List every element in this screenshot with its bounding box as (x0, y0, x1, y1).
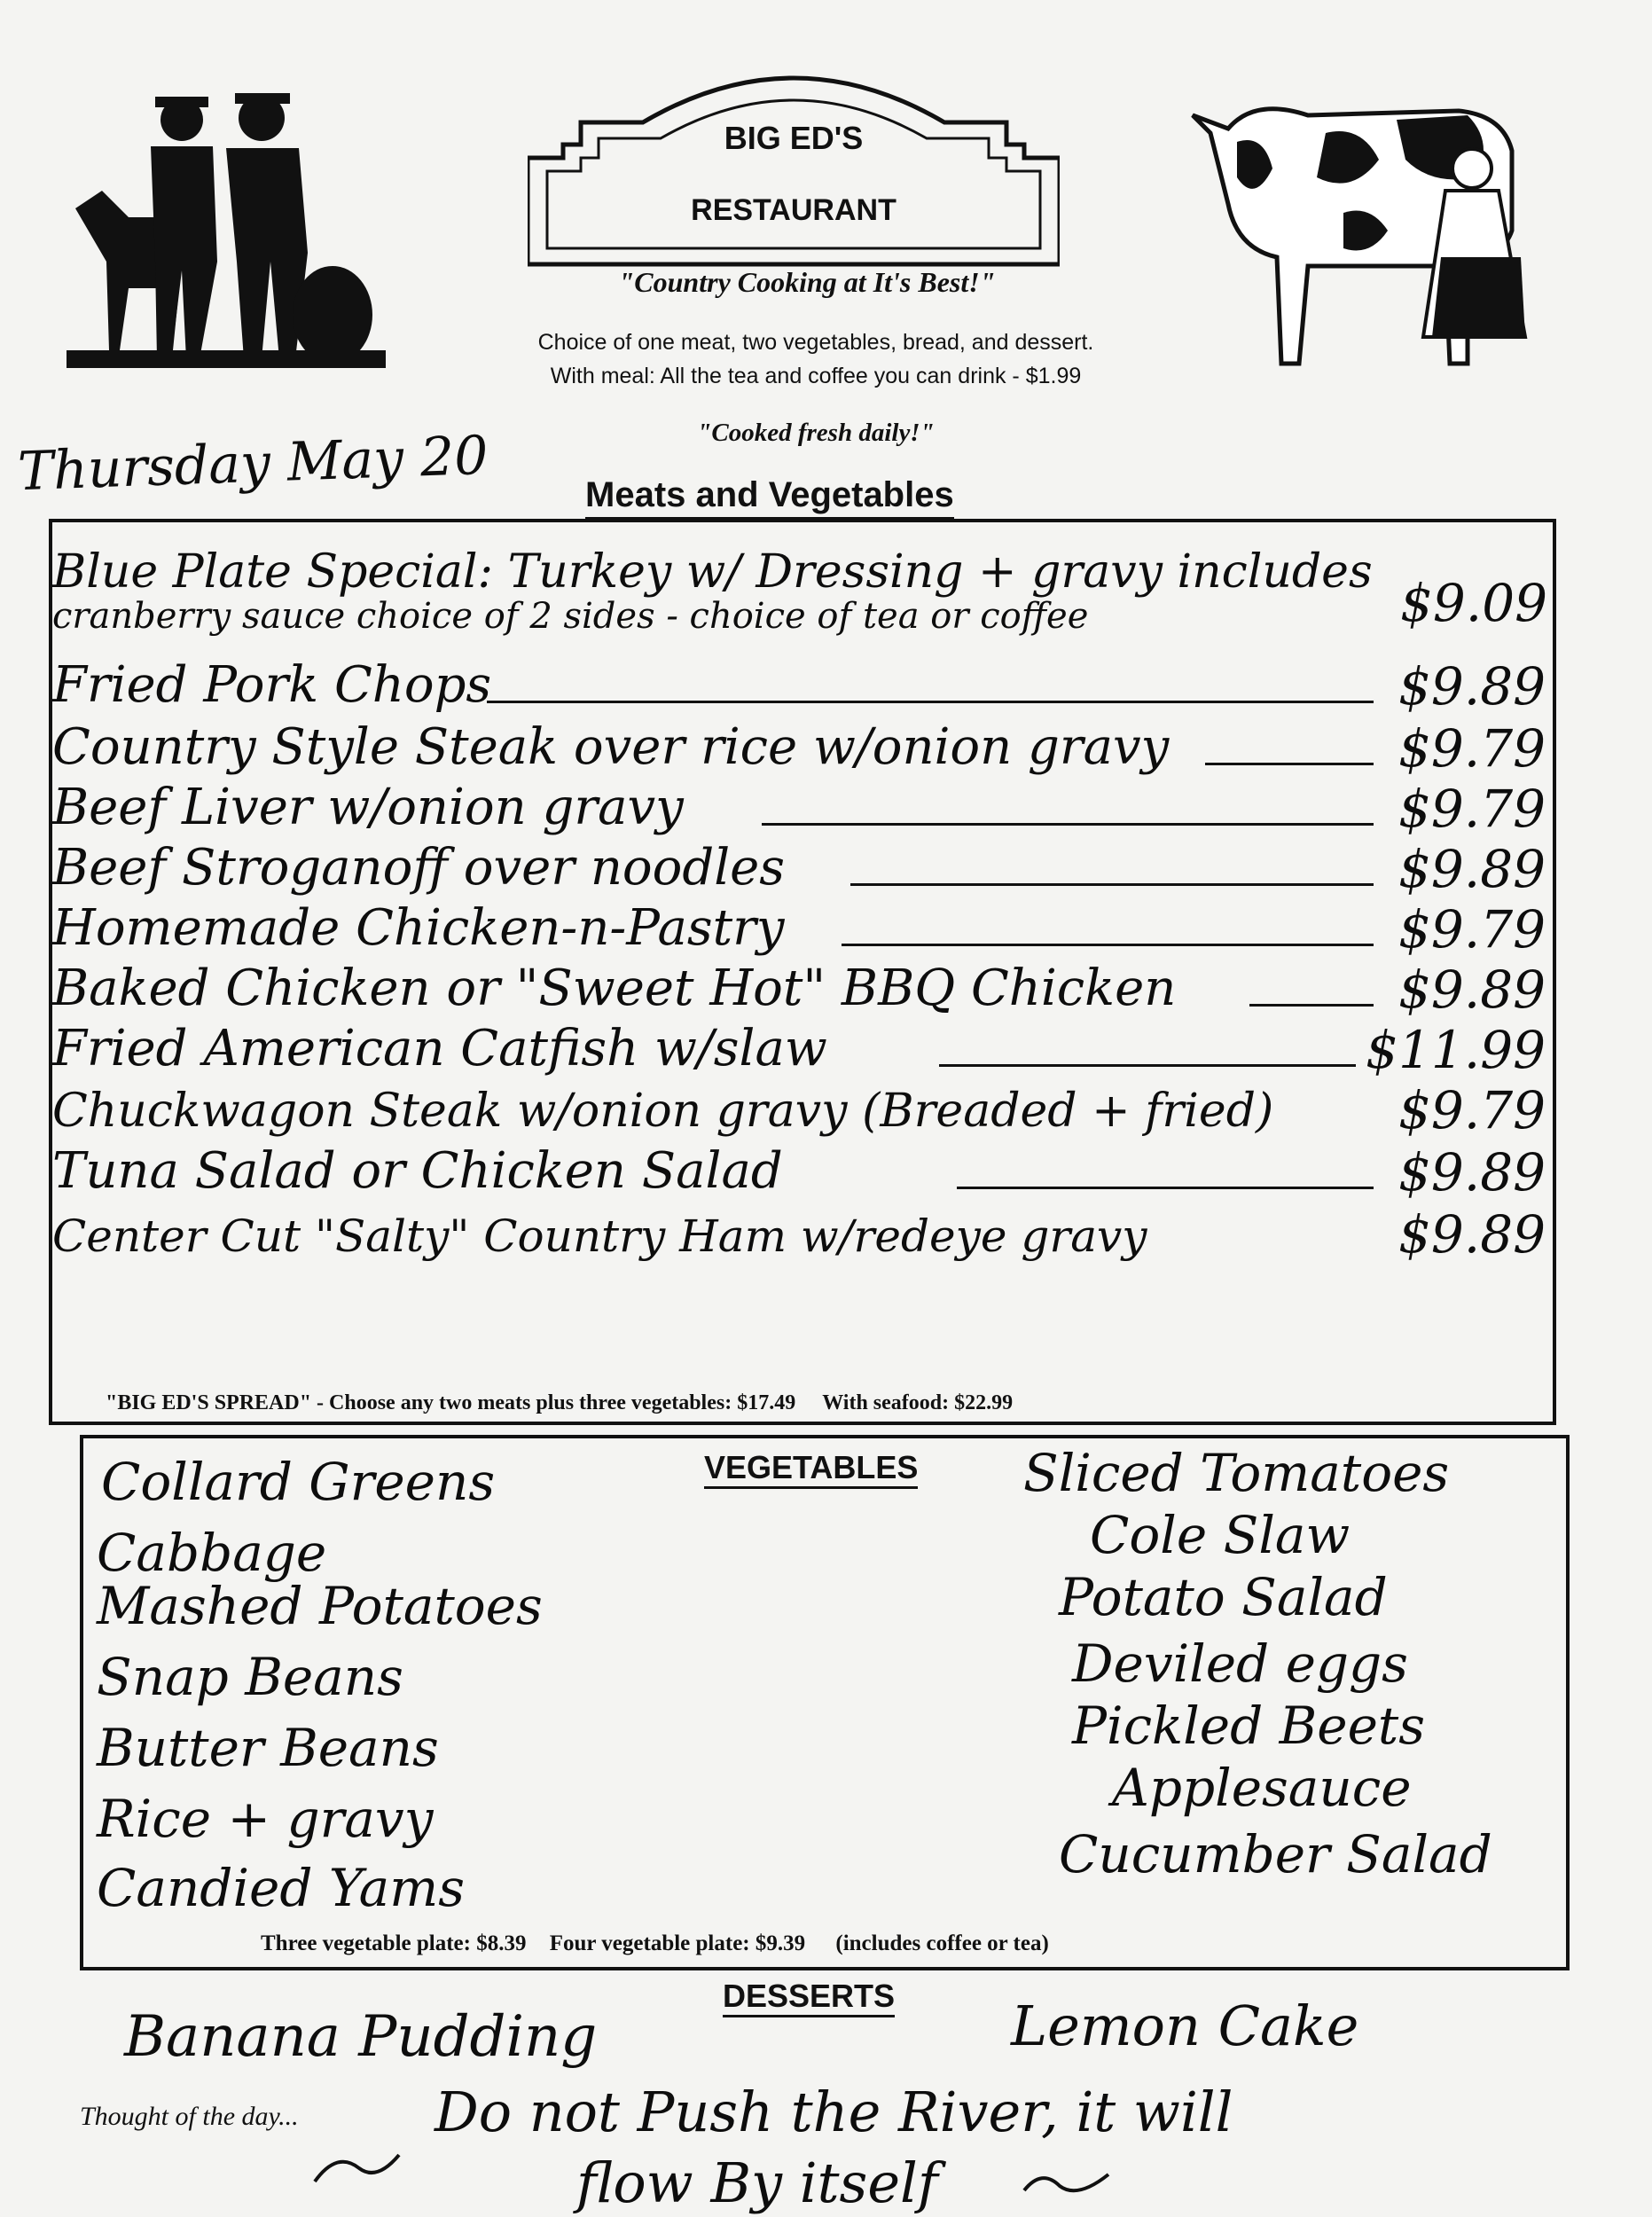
logo-subtitle: RESTAURANT (691, 193, 896, 227)
vegetables-heading: VEGETABLES (704, 1449, 918, 1489)
meal-offer-line-2: With meal: All the tea and coffee you can drink - $1.99 (550, 364, 1082, 388)
vegetable-item: Butter Beans (97, 1718, 439, 1778)
meat-price: $9.79 (1398, 899, 1546, 960)
vegetable-item: Collard Greens (101, 1452, 496, 1512)
dessert-item: Banana Pudding (124, 2004, 598, 2070)
leader-line (1249, 1004, 1374, 1007)
meal-offer-line-1: Choice of one meat, two vegetables, bread, and dessert. (537, 330, 1094, 355)
three-veg-price: $8.39 (476, 1931, 527, 1955)
vegetable-item: Potato Salad (1059, 1567, 1388, 1627)
meat-item (52, 1205, 1551, 1264)
includes-note: (includes coffee or tea) (835, 1931, 1049, 1955)
big-eds-logo (528, 60, 1060, 273)
meats-heading: Meats and Vegetables (585, 475, 954, 520)
farmers-calf-illustration (67, 84, 386, 368)
meat-name: Tuna Salad or Chicken Salad (52, 1142, 783, 1200)
swash-left-icon (310, 2146, 408, 2190)
vegetable-plate-prices (261, 1931, 1049, 1956)
meat-name: Homemade Chicken-n-Pastry (52, 899, 785, 957)
meats-box (49, 519, 1556, 1425)
four-veg-label: Four vegetable plate: (549, 1931, 750, 1955)
meat-name: Baked Chicken or "Sweet Hot" BBQ Chicken (52, 960, 1177, 1017)
seafood-label: With seafood: (822, 1391, 950, 1414)
blue-plate-special-line-1: Blue Plate Special: Turkey w/ Dressing + gravy includes (52, 545, 1373, 599)
thought-line-1: Do not Push the River, it will (435, 2080, 1233, 2144)
leader-line (939, 1064, 1356, 1067)
meat-price: $9.89 (1398, 656, 1546, 717)
meat-price: $11.99 (1366, 1020, 1546, 1080)
vegetables-box (80, 1435, 1570, 1970)
blue-plate-special-price: $9.09 (1399, 573, 1547, 633)
vegetable-item: Candied Yams (97, 1858, 466, 1918)
big-eds-spread (106, 1391, 1013, 1415)
swash-right-icon (1020, 2164, 1117, 2199)
meat-item (52, 1081, 1551, 1140)
meat-price: $9.89 (1398, 1204, 1546, 1265)
leader-line (762, 823, 1374, 826)
meat-name: Country Style Steak over rice w/onion gravy (52, 718, 1170, 776)
vegetable-item: Cucumber Salad (1059, 1824, 1492, 1884)
meat-name: Fried American Catfish w/slaw (52, 1020, 827, 1077)
vegetable-item: Sliced Tomatoes (1023, 1443, 1450, 1503)
vegetable-item: Deviled eggs (1072, 1633, 1408, 1694)
handwritten-date: Thursday May 20 (16, 424, 489, 504)
meat-item (52, 719, 1551, 778)
meat-price: $9.89 (1398, 1142, 1546, 1203)
meat-name: Beef Liver w/onion gravy (52, 779, 684, 836)
meat-price: $9.79 (1398, 1080, 1546, 1140)
cooked-fresh-note: "Cooked fresh daily!" (697, 419, 935, 447)
meat-price: $9.79 (1398, 779, 1546, 839)
meat-price: $9.89 (1398, 960, 1546, 1020)
leader-line (957, 1187, 1374, 1189)
tagline: "Country Cooking at It's Best!" (618, 266, 996, 298)
meat-price: $9.79 (1398, 718, 1546, 779)
meat-name: Chuckwagon Steak w/onion gravy (Breaded + fried) (52, 1085, 1274, 1138)
spread-label: "BIG ED'S SPREAD" - Choose any two meats plus three vegetables: (106, 1391, 732, 1414)
thought-line-2: flow By itself (576, 2150, 938, 2215)
leader-line (842, 944, 1374, 946)
vegetable-item: Rice + gravy (97, 1789, 434, 1849)
meat-name: Center Cut "Salty" Country Ham w/redeye gravy (52, 1210, 1147, 1262)
three-veg-label: Three vegetable plate: (261, 1931, 471, 1955)
blue-plate-special-line-2: cranberry sauce choice of 2 sides - choice of tea or coffee (52, 596, 1089, 637)
meat-item (52, 1143, 1551, 1202)
logo-name: BIG ED'S (724, 120, 864, 156)
desserts-heading: DESSERTS (723, 1978, 895, 2017)
meat-item (52, 779, 1551, 838)
cow-milkmaid-illustration (1175, 80, 1556, 372)
vegetable-item: Cabbage (97, 1523, 327, 1583)
meat-item (52, 840, 1551, 898)
leader-line (1205, 763, 1374, 765)
thought-label: Thought of the day... (80, 2102, 299, 2131)
spread-price: $17.49 (737, 1391, 796, 1414)
seafood-price: $22.99 (954, 1391, 1014, 1414)
meat-price: $9.89 (1398, 839, 1546, 899)
leader-line (850, 883, 1374, 886)
meat-item (52, 900, 1551, 959)
leader-line (487, 701, 1374, 703)
meat-name: Fried Pork Chops (52, 656, 492, 714)
meat-name: Beef Stroganoff over noodles (52, 839, 785, 897)
vegetable-item: Pickled Beets (1072, 1696, 1425, 1756)
vegetable-item: Snap Beans (97, 1647, 403, 1707)
vegetable-item: Mashed Potatoes (97, 1576, 543, 1636)
meat-item (52, 657, 1551, 716)
vegetable-item: Cole Slaw (1090, 1505, 1351, 1565)
meat-item (52, 1021, 1551, 1079)
dessert-item: Lemon Cake (1011, 1994, 1359, 2058)
vegetable-item: Applesauce (1112, 1758, 1412, 1818)
four-veg-price: $9.39 (755, 1931, 806, 1955)
meat-item (52, 960, 1551, 1019)
